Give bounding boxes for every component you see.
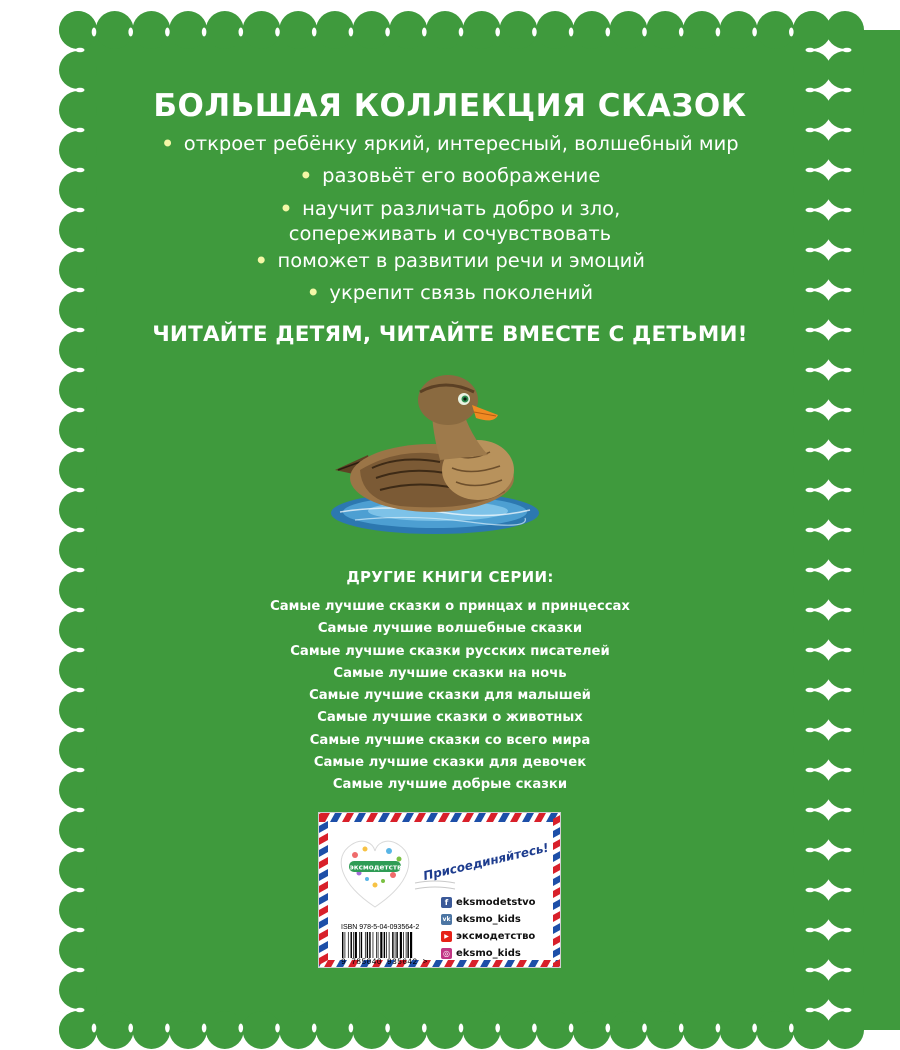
- bullet-icon: •: [161, 132, 174, 155]
- instagram-icon: ◎: [441, 948, 452, 959]
- series-heading: ДРУГИЕ КНИГИ СЕРИИ:: [346, 568, 554, 586]
- airmail-postcard: [318, 812, 561, 968]
- series-book-title: Самые лучшие сказки о принцах и принцессах: [270, 599, 630, 614]
- social-instagram[interactable]: [441, 946, 521, 960]
- bullet-icon: •: [279, 197, 293, 220]
- barcode-image: [341, 932, 429, 958]
- cover-title: БОЛЬШАЯ КОЛЛЕКЦИЯ СКАЗОК: [153, 88, 747, 124]
- benefit-item: [60, 196, 840, 246]
- benefit-item: [60, 163, 840, 188]
- benefit-text: научит различать добро и зло,: [302, 197, 621, 220]
- benefit-item: [60, 248, 840, 273]
- join-us-label: Присоединяйтесь!: [421, 840, 551, 883]
- benefit-text-continued: сопереживать и сочувствовать: [288, 222, 612, 245]
- benefit-text: откроет ребёнку яркий, интересный, волшебный мир: [183, 132, 739, 155]
- series-book-title: Самые лучшие сказки со всего мира: [309, 732, 591, 748]
- series-book-title: Самые лучшие сказки русских писателей: [290, 643, 610, 659]
- bullet-icon: •: [299, 164, 313, 187]
- facebook-icon: f: [441, 897, 452, 908]
- social-handle: eksmo_kids: [456, 947, 521, 959]
- vk-icon: vk: [442, 915, 451, 923]
- isbn-label: ISBN 978-5-04-093564-2: [341, 924, 420, 931]
- series-book-title: Самые лучшие сказки на ночь: [333, 665, 567, 681]
- slogan: ЧИТАЙТЕ ДЕТЯМ, ЧИТАЙТЕ ВМЕСТЕ С ДЕТЬМИ!: [152, 322, 748, 347]
- social-youtube[interactable]: [441, 929, 535, 943]
- youtube-icon: ▶: [441, 931, 452, 942]
- bullet-icon: •: [255, 249, 268, 272]
- series-book-title: Самые лучшие сказки для малышей: [309, 688, 591, 704]
- social-handle: eksmo_kids: [456, 913, 521, 925]
- hashtag-label: #эксмодетство: [343, 862, 407, 872]
- benefit-text: поможет в развитии речи и эмоций: [277, 249, 645, 272]
- series-book-list: [60, 596, 840, 797]
- benefit-item: [60, 131, 840, 156]
- series-book-title: Самые лучшие добрые сказки: [332, 777, 568, 793]
- social-facebook[interactable]: [441, 895, 536, 909]
- series-book-title: Самые лучшие волшебные сказки: [317, 621, 583, 637]
- social-vk[interactable]: [441, 912, 521, 926]
- benefit-item: [60, 280, 840, 305]
- social-handle: эксмодетство: [456, 930, 536, 942]
- series-book-title: Самые лучшие сказки для девочек: [313, 755, 587, 771]
- benefit-text: укрепит связь поколений: [329, 281, 594, 304]
- social-handle: eksmodetstvo: [456, 896, 536, 908]
- series-book-title: Самые лучшие сказки о животных: [317, 710, 583, 726]
- benefit-text: разовьёт его воображение: [322, 164, 601, 187]
- bullet-icon: •: [306, 281, 320, 304]
- barcode-digits: 9 785040 935642 >: [341, 958, 428, 967]
